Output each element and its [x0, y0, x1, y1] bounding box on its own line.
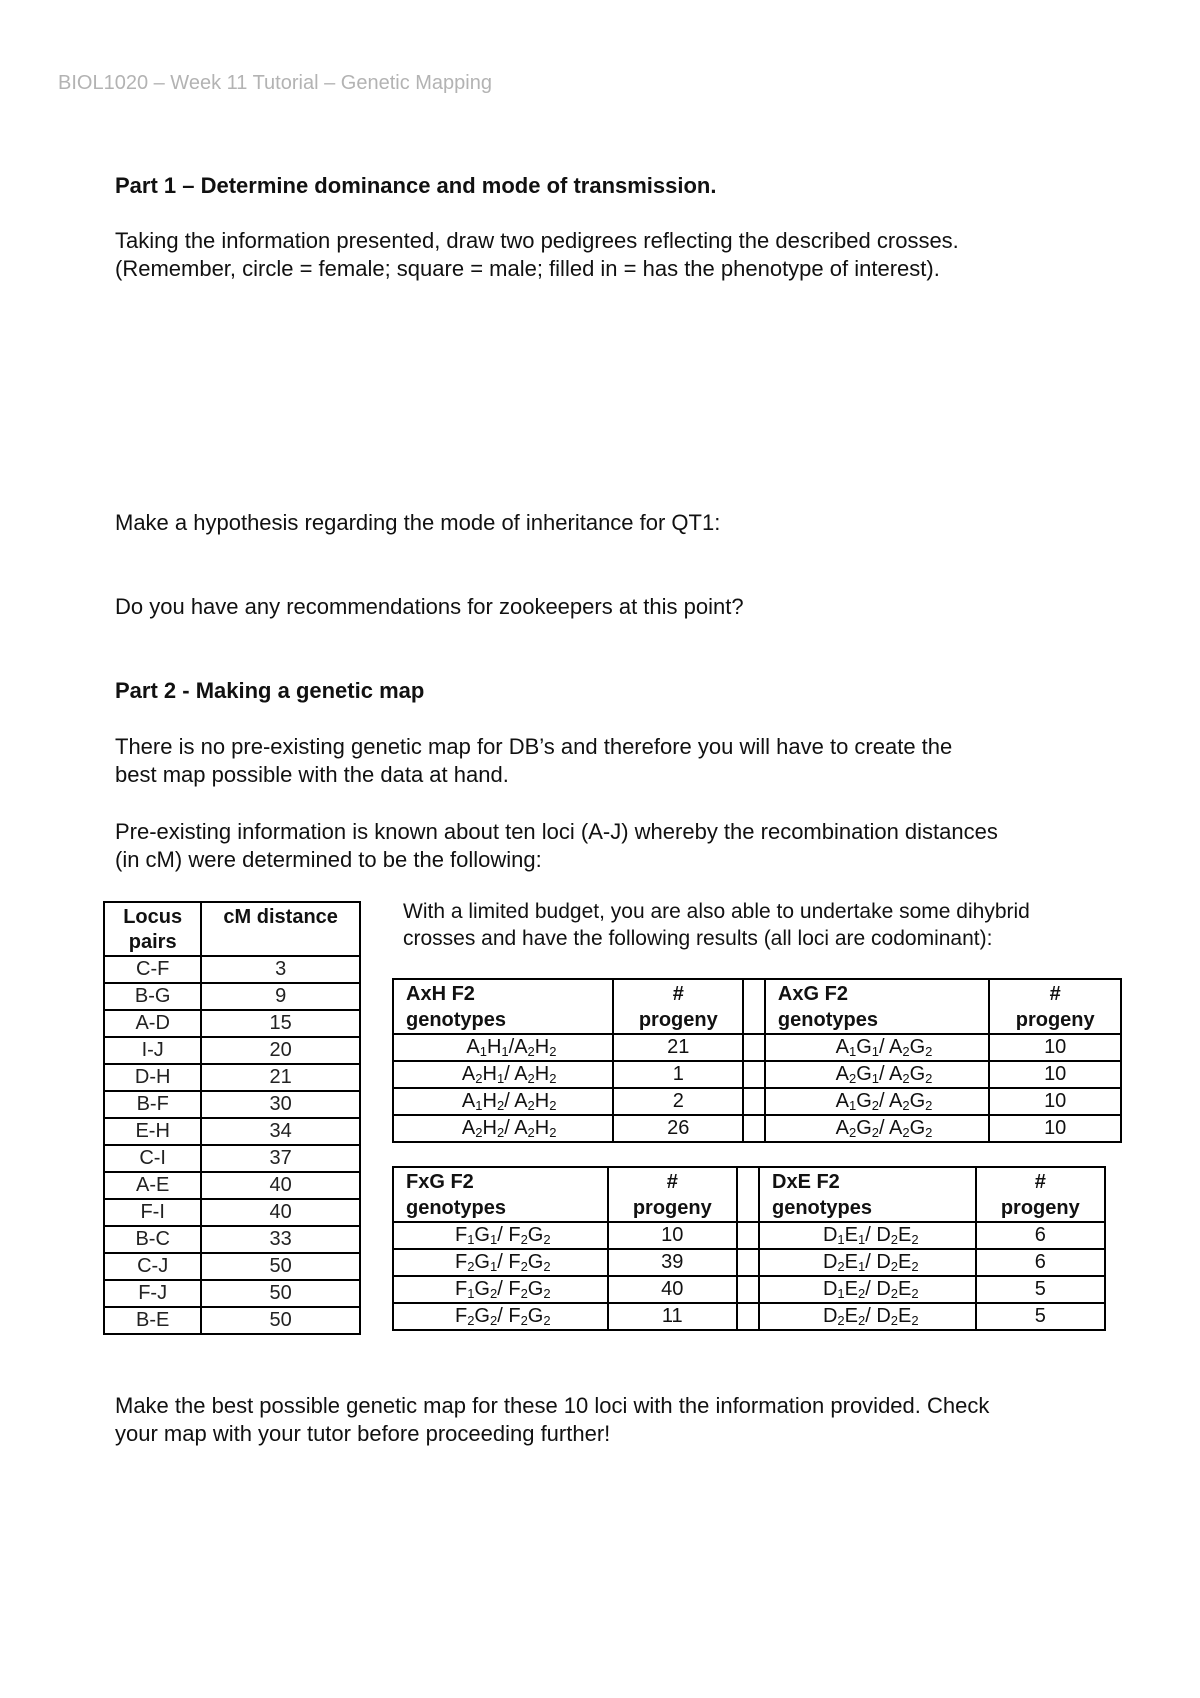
allele-subscript: 2 [925, 1071, 933, 1086]
dxe-genotype-cell [759, 1276, 976, 1303]
allele-subscript: 1 [467, 1286, 475, 1301]
dxe-progeny-cell: 5 [976, 1303, 1105, 1330]
locus-pair-cell: F-J [104, 1280, 201, 1307]
locus-distance-table [103, 901, 361, 1335]
table-row [104, 1280, 360, 1307]
allele-subscript: 2 [890, 1232, 899, 1247]
dxe-count-line1: # [1034, 1171, 1046, 1193]
table-gap [743, 1061, 765, 1088]
cross-table-fxg-dxe [392, 1166, 1106, 1331]
dxe-title-line2: genotypes [772, 1197, 873, 1219]
allele-subscript: 2 [911, 1313, 919, 1328]
locus-letter: A [514, 1117, 528, 1139]
allele-subscript: 2 [520, 1232, 528, 1247]
locus-pair-cell: E-H [104, 1118, 201, 1145]
locus-letter: D [822, 1251, 838, 1273]
locus-letter: G [527, 1251, 544, 1273]
separator: / [878, 1117, 889, 1139]
axg-count-line1: # [1049, 983, 1061, 1005]
locus-letter: D [822, 1305, 838, 1327]
allele-subscript: 1 [837, 1232, 845, 1247]
locus-letter: G [856, 1036, 872, 1058]
cm-distance-cell: 9 [201, 983, 360, 1010]
dxe-progeny-cell: 6 [976, 1222, 1105, 1249]
separator: / [508, 1036, 515, 1058]
allele-subscript: 2 [520, 1313, 528, 1328]
locus-letter: G [474, 1278, 490, 1300]
locus-letter: H [534, 1090, 550, 1112]
allele-subscript: 2 [890, 1313, 899, 1328]
axh-genotype-cell [393, 1088, 613, 1115]
locus-header-line2: pairs [128, 931, 177, 953]
locus-letter: E [844, 1224, 858, 1246]
dxe-genotypes-header [759, 1167, 976, 1222]
allele-subscript: 1 [475, 1098, 483, 1113]
locus-letter: A [461, 1063, 476, 1085]
closing-line1: Make the best possible genetic map for these 10 loci with the information provided. Check [115, 1393, 990, 1418]
axg-genotype-cell [765, 1034, 989, 1061]
preexisting-line2: (in cM) were determined to be the following: [115, 847, 542, 872]
allele-subscript: 2 [527, 1044, 535, 1059]
allele-subscript: 2 [925, 1125, 933, 1140]
locus-letter: A [514, 1036, 528, 1058]
table-row [104, 1118, 360, 1145]
axg-progeny-cell: 10 [989, 1088, 1121, 1115]
locus-pair-cell: B-E [104, 1307, 201, 1334]
fxg-genotype-cell [393, 1276, 608, 1303]
locus-letter: A [466, 1036, 480, 1058]
fxg-progeny-header [608, 1167, 737, 1222]
locus-letter: H [534, 1036, 550, 1058]
locus-letter: A [889, 1117, 903, 1139]
recommendations-prompt: Do you have any recommendations for zookeepers at this point? [115, 594, 744, 619]
locus-letter: F [508, 1278, 521, 1300]
locus-letter: H [486, 1036, 502, 1058]
locus-letter: E [844, 1305, 858, 1327]
locus-letter: D [822, 1278, 838, 1300]
cm-distance-cell: 15 [201, 1010, 360, 1037]
locus-letter: H [534, 1117, 550, 1139]
hypothesis-prompt: Make a hypothesis regarding the mode of inheritance for QT1: [115, 510, 721, 535]
locus-letter: G [527, 1224, 544, 1246]
table-gap [737, 1276, 759, 1303]
allele-subscript: 2 [496, 1125, 505, 1140]
locus-letter: G [909, 1090, 926, 1112]
allele-subscript: 2 [549, 1098, 557, 1113]
locus-letter: G [856, 1090, 872, 1112]
fxg-genotype-cell [393, 1303, 608, 1330]
axg-progeny-cell: 10 [989, 1061, 1121, 1088]
locus-pair-cell: A-E [104, 1172, 201, 1199]
table-row [104, 1037, 360, 1064]
table-row [393, 1303, 1105, 1330]
allele-subscript: 1 [467, 1232, 475, 1247]
table-row [393, 1276, 1105, 1303]
locus-letter: G [909, 1063, 926, 1085]
locus-letter: D [876, 1251, 891, 1273]
allele-subscript: 2 [871, 1125, 879, 1140]
cm-distance-cell: 50 [201, 1307, 360, 1334]
table-row [104, 1145, 360, 1172]
separator: / [497, 1278, 509, 1300]
cm-distance-cell: 20 [201, 1037, 360, 1064]
axh-genotype-cell [393, 1034, 613, 1061]
allele-subscript: 2 [857, 1313, 866, 1328]
axg-genotype-cell [765, 1061, 989, 1088]
cm-distance-cell: 33 [201, 1226, 360, 1253]
fxg-progeny-cell: 10 [608, 1222, 737, 1249]
axg-title-line2: genotypes [777, 1009, 878, 1031]
dxe-genotype-cell [759, 1249, 976, 1276]
table-row [393, 1061, 1121, 1088]
allele-subscript: 2 [543, 1286, 551, 1301]
locus-letter: D [876, 1278, 891, 1300]
locus-pair-cell: C-I [104, 1145, 201, 1172]
allele-subscript: 2 [902, 1098, 910, 1113]
cm-distance-cell: 34 [201, 1118, 360, 1145]
separator: / [865, 1305, 877, 1327]
preexisting-info [115, 818, 998, 874]
locus-letter: G [909, 1117, 926, 1139]
fxg-progeny-cell: 39 [608, 1249, 737, 1276]
axh-count-line1: # [672, 983, 684, 1005]
dxe-count-line2: progeny [1000, 1197, 1080, 1219]
locus-letter: E [898, 1251, 912, 1273]
locus-letter: F [454, 1251, 468, 1273]
table-row [104, 1010, 360, 1037]
allele-subscript: 2 [543, 1232, 551, 1247]
separator: / [504, 1063, 515, 1085]
closing-line2: your map with your tutor before proceeding further! [115, 1421, 611, 1446]
locus-letter: G [856, 1117, 872, 1139]
allele-subscript: 2 [496, 1098, 505, 1113]
locus-letter: A [835, 1036, 849, 1058]
dxe-progeny-cell: 6 [976, 1249, 1105, 1276]
part1-instructions-line2: (Remember, circle = female; square = male; filled in = has the phenotype of interest). [115, 256, 940, 281]
allele-subscript: 1 [479, 1044, 487, 1059]
allele-subscript: 1 [857, 1232, 866, 1247]
allele-subscript: 2 [890, 1286, 899, 1301]
allele-subscript: 2 [489, 1286, 498, 1301]
allele-subscript: 2 [848, 1071, 857, 1086]
axh-genotype-cell [393, 1115, 613, 1142]
separator: / [878, 1063, 889, 1085]
table-gap [743, 979, 765, 1034]
cm-distance-cell: 30 [201, 1091, 360, 1118]
part2-intro [115, 733, 952, 789]
table-row [393, 1249, 1105, 1276]
locus-letter: D [876, 1224, 891, 1246]
locus-letter: A [461, 1090, 476, 1112]
locus-pair-cell: C-J [104, 1253, 201, 1280]
axg-genotypes-header [765, 979, 989, 1034]
locus-pair-cell: I-J [104, 1037, 201, 1064]
locus-letter: E [898, 1224, 912, 1246]
separator: / [497, 1305, 509, 1327]
fxg-progeny-cell: 40 [608, 1276, 737, 1303]
separator: / [504, 1090, 515, 1112]
table-gap [737, 1167, 759, 1222]
locus-letter: F [508, 1224, 521, 1246]
locus-letter: A [835, 1117, 849, 1139]
axh-title-line2: genotypes [406, 1009, 507, 1031]
table-gap [737, 1222, 759, 1249]
allele-subscript: 2 [549, 1071, 557, 1086]
locus-letter: A [461, 1117, 476, 1139]
locus-letter: A [889, 1090, 903, 1112]
fxg-title: FxG F2 [406, 1171, 474, 1193]
table-row [104, 1226, 360, 1253]
allele-subscript: 2 [857, 1286, 866, 1301]
locus-pairs-header [104, 902, 201, 956]
table-gap [737, 1303, 759, 1330]
locus-letter: E [898, 1305, 912, 1327]
allele-subscript: 2 [902, 1044, 910, 1059]
allele-subscript: 2 [902, 1125, 910, 1140]
budget-line1: With a limited budget, you are also able to undertake some dihybrid [403, 900, 1030, 923]
locus-letter: G [527, 1305, 544, 1327]
axh-progeny-cell: 2 [613, 1088, 743, 1115]
allele-subscript: 2 [467, 1313, 475, 1328]
separator: / [865, 1224, 877, 1246]
allele-subscript: 2 [527, 1125, 535, 1140]
locus-letter: G [474, 1224, 490, 1246]
locus-pair-cell: D-H [104, 1064, 201, 1091]
locus-letter: A [514, 1090, 528, 1112]
cm-distance-cell: 40 [201, 1199, 360, 1226]
allele-subscript: 2 [475, 1071, 483, 1086]
axh-progeny-cell: 21 [613, 1034, 743, 1061]
axg-title: AxG F2 [777, 983, 848, 1005]
axh-genotype-cell [393, 1061, 613, 1088]
axg-genotype-cell [765, 1115, 989, 1142]
table-gap [743, 1115, 765, 1142]
allele-subscript: 2 [871, 1098, 879, 1113]
locus-letter: E [844, 1251, 858, 1273]
locus-letter: F [454, 1278, 468, 1300]
allele-subscript: 2 [925, 1044, 933, 1059]
allele-subscript: 1 [848, 1098, 857, 1113]
locus-pair-cell: A-D [104, 1010, 201, 1037]
allele-subscript: 2 [837, 1259, 845, 1274]
locus-letter: A [514, 1063, 528, 1085]
allele-subscript: 2 [837, 1313, 845, 1328]
table-row [393, 1088, 1121, 1115]
axg-progeny-cell: 10 [989, 1034, 1121, 1061]
part1-instructions [115, 227, 959, 283]
locus-letter: D [876, 1305, 891, 1327]
cm-distance-cell: 3 [201, 956, 360, 983]
locus-letter: F [454, 1305, 468, 1327]
locus-letter: A [835, 1090, 849, 1112]
fxg-genotypes-header [393, 1167, 608, 1222]
dxe-progeny-cell: 5 [976, 1276, 1105, 1303]
table-row [104, 1307, 360, 1334]
table-gap [743, 1034, 765, 1061]
axh-progeny-cell: 26 [613, 1115, 743, 1142]
table-row [104, 1172, 360, 1199]
separator: / [865, 1278, 877, 1300]
cm-distance-cell: 50 [201, 1280, 360, 1307]
locus-pair-cell: F-I [104, 1199, 201, 1226]
locus-letter: F [508, 1305, 521, 1327]
axh-genotypes-header [393, 979, 613, 1034]
table-gap [737, 1249, 759, 1276]
locus-pair-cell: B-C [104, 1226, 201, 1253]
allele-subscript: 2 [848, 1125, 857, 1140]
cm-distance-cell: 37 [201, 1145, 360, 1172]
axg-count-line2: progeny [1015, 1009, 1095, 1031]
locus-pair-cell: C-F [104, 956, 201, 983]
dxe-genotype-cell [759, 1303, 976, 1330]
allele-subscript: 2 [467, 1259, 475, 1274]
axg-progeny-header [989, 979, 1121, 1034]
locus-letter: H [482, 1090, 497, 1112]
cm-distance-header: cM distance [201, 902, 360, 956]
axg-progeny-cell: 10 [989, 1115, 1121, 1142]
locus-pair-cell: B-F [104, 1091, 201, 1118]
fxg-genotype-cell [393, 1249, 608, 1276]
locus-letter: H [534, 1063, 550, 1085]
locus-letter: A [835, 1063, 849, 1085]
allele-subscript: 2 [520, 1286, 528, 1301]
cm-distance-cell: 40 [201, 1172, 360, 1199]
separator: / [504, 1117, 515, 1139]
part2-heading: Part 2 - Making a genetic map [115, 678, 425, 703]
locus-letter: A [889, 1036, 903, 1058]
allele-subscript: 1 [501, 1044, 509, 1059]
budget-line2: crosses and have the following results (all loci are codominant): [403, 927, 993, 950]
allele-subscript: 2 [543, 1259, 551, 1274]
table-row [104, 1199, 360, 1226]
part1-heading: Part 1 – Determine dominance and mode of transmission. [115, 173, 717, 198]
table-row [104, 1253, 360, 1280]
allele-subscript: 1 [871, 1044, 879, 1059]
locus-letter: F [454, 1224, 468, 1246]
allele-subscript: 2 [911, 1286, 919, 1301]
cm-distance-cell: 21 [201, 1064, 360, 1091]
fxg-title-line2: genotypes [406, 1197, 507, 1219]
fxg-genotype-cell [393, 1222, 608, 1249]
axg-genotype-cell [765, 1088, 989, 1115]
table-row [104, 1064, 360, 1091]
allele-subscript: 2 [549, 1125, 557, 1140]
budget-text [403, 898, 1030, 952]
separator: / [497, 1251, 509, 1273]
part2-intro-line2: best map possible with the data at hand. [115, 762, 509, 787]
page-header: BIOL1020 – Week 11 Tutorial – Genetic Mapping [58, 72, 492, 94]
allele-subscript: 2 [543, 1313, 551, 1328]
table-gap [743, 1088, 765, 1115]
locus-letter: G [909, 1036, 926, 1058]
locus-letter: D [822, 1224, 838, 1246]
cm-distance-cell: 50 [201, 1253, 360, 1280]
allele-subscript: 2 [489, 1313, 498, 1328]
separator: / [865, 1251, 877, 1273]
allele-subscript: 1 [857, 1259, 866, 1274]
locus-letter: G [474, 1251, 490, 1273]
locus-letter: A [889, 1063, 903, 1085]
dxe-genotype-cell [759, 1222, 976, 1249]
locus-header-line1: Locus [123, 906, 183, 928]
cross-table-axh-axg [392, 978, 1122, 1143]
allele-subscript: 2 [520, 1259, 528, 1274]
fxg-count-line1: # [666, 1171, 678, 1193]
locus-letter: H [482, 1117, 497, 1139]
locus-letter: G [474, 1305, 490, 1327]
axh-count-line2: progeny [638, 1009, 718, 1031]
locus-letter: E [898, 1278, 912, 1300]
fxg-count-line2: progeny [632, 1197, 712, 1219]
allele-subscript: 2 [475, 1125, 483, 1140]
separator: / [878, 1090, 889, 1112]
allele-subscript: 2 [527, 1098, 535, 1113]
part2-intro-line1: There is no pre-existing genetic map for DB’s and therefore you will have to create the [115, 734, 953, 759]
table-row [393, 1034, 1121, 1061]
dxe-progeny-header [976, 1167, 1105, 1222]
table-row [393, 1115, 1121, 1142]
axh-progeny-cell: 1 [613, 1061, 743, 1088]
allele-subscript: 2 [549, 1044, 557, 1059]
allele-subscript: 2 [911, 1259, 919, 1274]
allele-subscript: 2 [925, 1098, 933, 1113]
axh-title: AxH F2 [406, 983, 475, 1005]
dxe-title: DxE F2 [772, 1171, 840, 1193]
locus-letter: F [508, 1251, 521, 1273]
table-row [393, 1222, 1105, 1249]
allele-subscript: 1 [489, 1259, 498, 1274]
separator: / [497, 1224, 509, 1246]
allele-subscript: 2 [911, 1232, 919, 1247]
part1-instructions-line1: Taking the information presented, draw two pedigrees reflecting the described crosses. [115, 228, 959, 253]
locus-pair-cell: B-G [104, 983, 201, 1010]
locus-letter: G [856, 1063, 872, 1085]
preexisting-line1: Pre-existing information is known about ten loci (A-J) whereby the recombination distances [115, 819, 998, 844]
allele-subscript: 2 [527, 1071, 535, 1086]
allele-subscript: 1 [489, 1232, 498, 1247]
fxg-progeny-cell: 11 [608, 1303, 737, 1330]
allele-subscript: 2 [890, 1259, 899, 1274]
locus-letter: E [844, 1278, 858, 1300]
allele-subscript: 1 [871, 1071, 879, 1086]
table-row [104, 956, 360, 983]
locus-letter: H [482, 1063, 497, 1085]
table-row [104, 1091, 360, 1118]
allele-subscript: 1 [837, 1286, 845, 1301]
allele-subscript: 2 [902, 1071, 910, 1086]
separator: / [878, 1036, 889, 1058]
locus-letter: G [527, 1278, 544, 1300]
allele-subscript: 1 [848, 1044, 857, 1059]
allele-subscript: 1 [496, 1071, 505, 1086]
axh-progeny-header [613, 979, 743, 1034]
closing-instruction [115, 1392, 989, 1448]
table-row [104, 983, 360, 1010]
